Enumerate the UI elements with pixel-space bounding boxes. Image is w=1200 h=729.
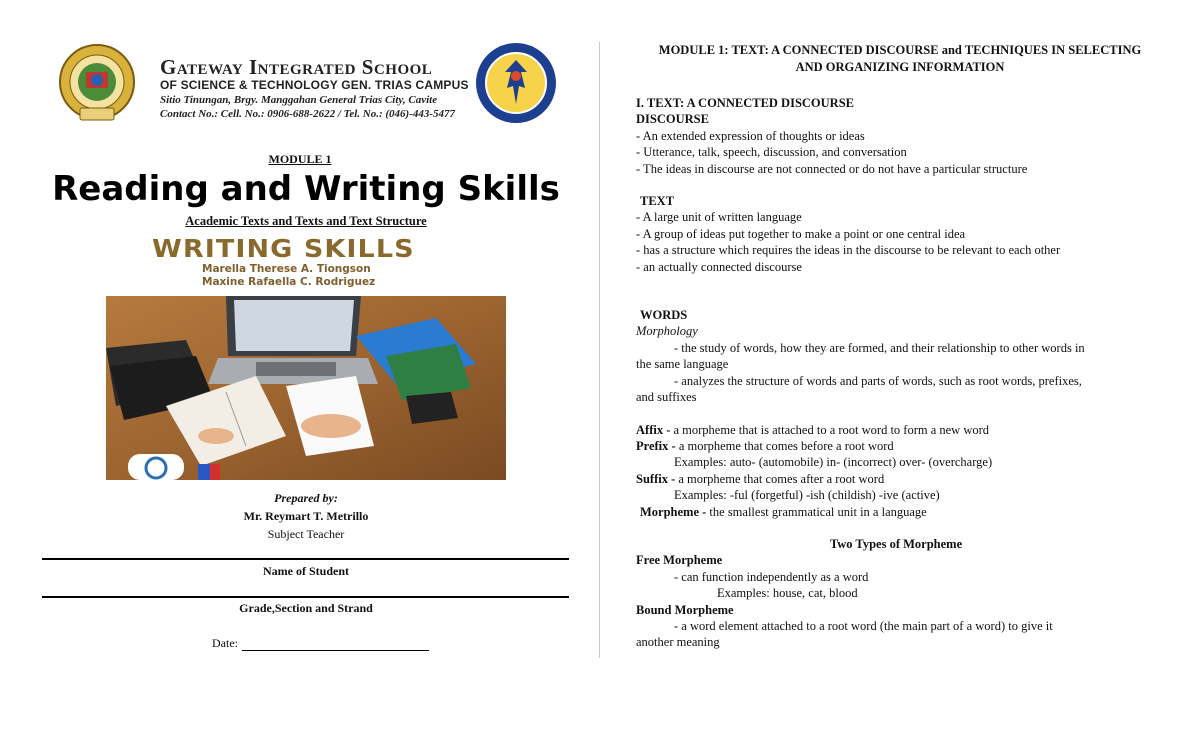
desk-photo — [106, 296, 506, 480]
examples-text: Examples: auto- (automobile) in- (incorrect) over- (overcharge) — [674, 455, 993, 470]
bound-morpheme-heading: Bound Morpheme — [636, 602, 734, 617]
list-item: - has a structure which requires the ideas in the discourse to be relevant to each other — [636, 243, 1061, 258]
definition-text: - analyzes the structure of words and parts of words, such as root words, prefixes, — [674, 373, 1082, 388]
morpheme-definition — [636, 504, 1156, 520]
book-cover-image — [106, 232, 506, 480]
list-item: - An extended expression of thoughts or ideas — [636, 128, 865, 143]
main-title: Reading and Writing Skills — [52, 169, 560, 209]
date-blank-line — [242, 637, 429, 651]
term-definition: the smallest grammatical unit in a language — [706, 504, 927, 519]
definition-text: another meaning — [636, 635, 720, 650]
affix-definition — [636, 422, 1156, 438]
list-item: - The ideas in discourse are not connected or do not have a particular structure — [636, 161, 1028, 176]
student-name-label: Name of Student — [263, 564, 349, 578]
school-header — [160, 56, 470, 121]
term-definition: a morpheme that comes before a root word — [675, 438, 894, 453]
school-contact: Contact No.: Cell. No.: 0906-688-2622 / Tel. No.: (046)-443-5477 — [160, 108, 456, 120]
school-seal-logo — [58, 42, 136, 132]
types-heading: Two Types of Morpheme — [829, 536, 963, 551]
module-label: MODULE 1 — [268, 152, 332, 166]
date-label: Date: — [212, 636, 238, 650]
definition-text: - a word element attached to a root word (the main part of a word) to give it — [674, 618, 1053, 633]
grade-section-label: Grade,Section and Strand — [239, 601, 373, 615]
list-item: - A group of ideas put together to make a point or one central idea — [636, 226, 966, 241]
school-address: Sitio Tinungan, Brgy. Manggahan General Trias City, Cavite — [160, 94, 438, 106]
examples-text: Examples: -ful (forgetful) -ish (childish) -ive (active) — [674, 488, 940, 503]
free-morpheme-heading: Free Morpheme — [636, 553, 723, 568]
text-heading: TEXT — [640, 194, 675, 209]
definition-text: the same language — [636, 357, 729, 372]
school-campus: OF SCIENCE & TECHNOLOGY GEN. TRIAS CAMPUS — [160, 78, 469, 92]
definition-text: - can function independently as a word — [674, 569, 869, 584]
term: Affix - — [636, 422, 671, 437]
book-cover-header — [106, 232, 506, 296]
date-field — [212, 636, 429, 651]
book-author: Marella Therese A. Tiongson — [202, 263, 371, 275]
list-item: - A large unit of written language — [636, 210, 802, 225]
deped-seal-logo — [475, 42, 557, 124]
prefix-definition — [636, 438, 1156, 454]
examples-text: Examples: house, cat, blood — [717, 586, 858, 601]
prepared-by-label: Prepared by: — [274, 491, 338, 505]
term-definition: a morpheme that is attached to a root word to form a new word — [670, 422, 990, 437]
morphology-heading: Morphology — [636, 324, 698, 339]
section-heading: I. TEXT: A CONNECTED DISCOURSE — [636, 96, 854, 110]
book-title: WRITING SKILLS — [152, 234, 415, 263]
book-author: Maxine Rafaella C. Rodriguez — [202, 276, 376, 288]
term: Suffix - — [636, 471, 676, 486]
term-definition: a morpheme that comes after a root word — [675, 471, 885, 486]
suffix-definition — [636, 471, 1156, 487]
module-content — [636, 42, 1156, 651]
discourse-heading: DISCOURSE — [636, 112, 709, 127]
list-item: - Utterance, talk, speech, discussion, and conversation — [636, 145, 907, 160]
list-item: - an actually connected discourse — [636, 259, 802, 274]
term: Prefix - — [636, 438, 676, 453]
words-heading: WORDS — [640, 308, 688, 323]
module-heading-line: MODULE 1: TEXT: A CONNECTED DISCOURSE and TECHNIQUES IN SELECTING — [658, 43, 1142, 57]
definition-text: and suffixes — [636, 390, 697, 405]
term: Morpheme - — [640, 504, 707, 519]
module-heading-line: AND ORGANIZING INFORMATION — [795, 60, 1005, 74]
school-name: Gateway Integrated School — [160, 55, 433, 79]
module-subtitle: Academic Texts and Texts and Text Structure — [185, 214, 427, 228]
divider-line — [42, 558, 569, 560]
definition-text: - the study of words, how they are formed, and their relationship to other words in — [674, 340, 1085, 355]
divider-line — [42, 596, 569, 598]
teacher-role: Subject Teacher — [267, 527, 345, 541]
teacher-name: Mr. Reymart T. Metrillo — [243, 509, 369, 523]
